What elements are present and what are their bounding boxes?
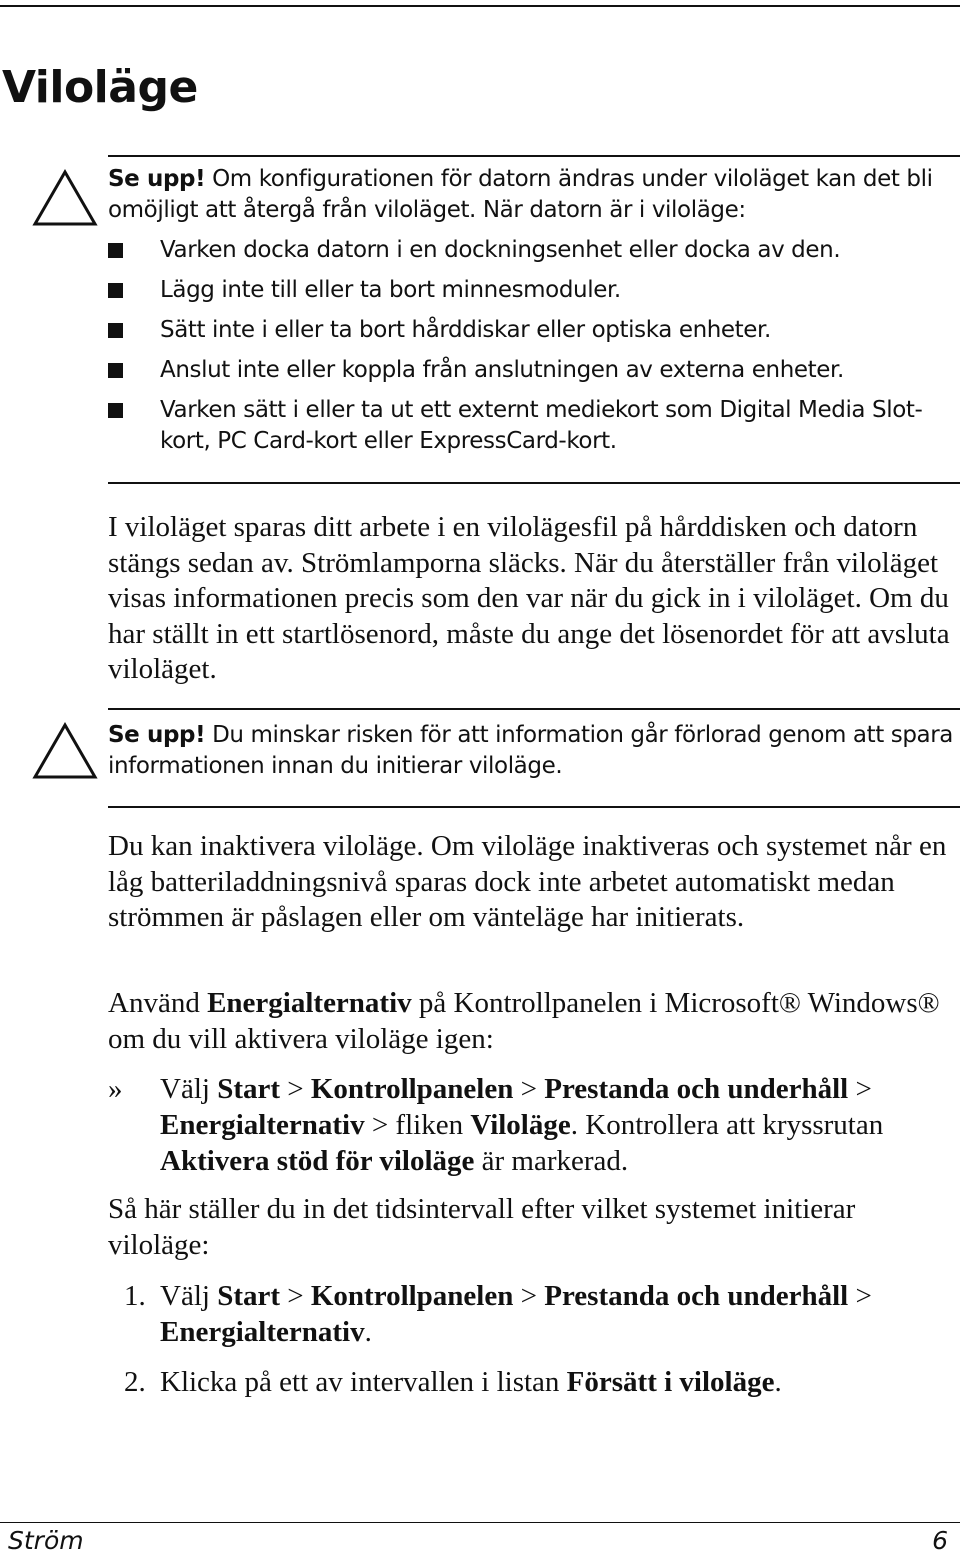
step-text xyxy=(160,1364,960,1400)
ui-term: Energialternativ xyxy=(160,1109,365,1141)
text-run: Välj xyxy=(160,1280,218,1312)
caution-2-body xyxy=(108,720,958,782)
text-run: > fliken xyxy=(364,1109,471,1141)
footer-page-number: 6 xyxy=(932,1526,948,1555)
ui-term: Energialternativ xyxy=(160,1316,365,1348)
text-run: Använd xyxy=(108,987,208,1019)
text-run: > xyxy=(848,1073,872,1105)
ui-term: Start xyxy=(217,1280,281,1312)
bullet-square-icon xyxy=(108,283,123,298)
text-run: > xyxy=(280,1073,311,1105)
body-paragraph-disable: Du kan inaktivera viloläge. Om viloläge inaktiveras och systemet når en låg batteriladdningsnivå sparas dock inte arbetet automatiskt medan strömmen är påslagen eller om vänteläge har initierats. xyxy=(108,830,947,933)
bullet-text: Varken docka datorn i en dockningsenhet eller docka av den. xyxy=(160,237,841,263)
caution-1-top-rule xyxy=(108,155,960,157)
caution-2-text xyxy=(108,720,958,782)
caution-2-top-rule xyxy=(108,708,960,710)
caution-1-bullet-list xyxy=(108,235,958,457)
text-run: . xyxy=(774,1366,782,1398)
ui-term: Aktivera stöd för viloläge xyxy=(160,1145,475,1177)
ui-term: Prestanda och underhåll xyxy=(544,1280,849,1312)
caution-2-message: Du minskar risken för att information går förlorad genom att spara informationen innan du initierar viloläge. xyxy=(108,722,954,779)
ui-term: Viloläge xyxy=(470,1109,571,1141)
list-item xyxy=(108,275,958,306)
text-run: > xyxy=(280,1280,311,1312)
caution-1-bottom-rule xyxy=(108,482,960,484)
bullet-square-icon xyxy=(108,363,123,378)
list-item xyxy=(108,355,958,386)
text-run: . Kontrollera att kryssrutan xyxy=(570,1109,884,1141)
step-number: 2. xyxy=(124,1366,146,1398)
ui-term: Kontrollpanelen xyxy=(310,1280,514,1312)
caution-2-lead: Se upp! xyxy=(108,722,206,748)
caution-1-message: Om konfigurationen för datorn ändras under viloläget kan det bli omöjligt att återgå från viloläget. När datorn är i viloläge: xyxy=(108,166,933,223)
ui-term: Prestanda och underhåll xyxy=(544,1073,849,1105)
step-text xyxy=(160,1071,960,1179)
bullet-text: Sätt inte i eller ta bort hårddiskar eller optiska enheter. xyxy=(160,317,771,343)
list-item xyxy=(108,395,958,457)
caution-1-text xyxy=(108,164,958,226)
ui-term: Energialternativ xyxy=(207,987,412,1019)
step-number: 1. xyxy=(124,1280,146,1312)
step-marker: » xyxy=(108,1073,123,1105)
bullet-square-icon xyxy=(108,323,123,338)
top-rule xyxy=(0,5,960,7)
caution-icon xyxy=(32,722,98,780)
footer-rule xyxy=(0,1522,960,1523)
list-item xyxy=(108,315,958,346)
caution-icon xyxy=(32,169,98,227)
caution-1-lead: Se upp! xyxy=(108,166,206,192)
ui-term: Start xyxy=(217,1073,281,1105)
text-run: > xyxy=(513,1280,545,1312)
bullet-text: Varken sätt i eller ta ut ett externt mediekort som Digital Media Slot-kort, PC Card-kort eller ExpressCard-kort. xyxy=(160,397,923,454)
bullet-text: Lägg inte till eller ta bort minnesmoduler. xyxy=(160,277,621,303)
body-paragraph-enable xyxy=(108,986,958,1057)
bullet-text: Anslut inte eller koppla från anslutningen av externa enheter. xyxy=(160,357,844,383)
ui-term: Kontrollpanelen xyxy=(310,1073,514,1105)
body-paragraph-interval: Så här ställer du in det tidsintervall efter vilket systemet initierar viloläge: xyxy=(108,1193,856,1261)
ui-term: Försätt i viloläge xyxy=(566,1366,775,1398)
text-run: Välj xyxy=(160,1073,218,1105)
text-run: är markerad. xyxy=(474,1145,629,1177)
text-run: > xyxy=(848,1280,872,1312)
bullet-square-icon xyxy=(108,243,123,258)
text-run: Klicka på ett av intervallen i listan xyxy=(160,1366,567,1398)
step-text xyxy=(160,1278,960,1350)
text-run: > xyxy=(513,1073,545,1105)
bullet-square-icon xyxy=(108,403,123,418)
list-item xyxy=(108,235,958,266)
caution-1-body xyxy=(108,164,958,466)
footer-section-name: Ström xyxy=(8,1526,84,1555)
text-run: . xyxy=(364,1316,372,1348)
text-run: på Kontrollpanelen i Microsoft® Windows® om du vill aktivera viloläge igen: xyxy=(108,987,940,1055)
page-title: Viloläge xyxy=(2,62,198,113)
caution-2-bottom-rule xyxy=(108,806,960,808)
body-paragraph-hibernation: I viloläget sparas ditt arbete i en vilolägesfil på hårddisken och datorn stängs sedan av. Strömlamporna släcks. När du återställer från viloläget visas informationen precis som den var när du gick in i viloläget. Om du har ställt in ett startlösenord, måste du ange det lösenordet för att avsluta viloläget. xyxy=(108,511,950,685)
